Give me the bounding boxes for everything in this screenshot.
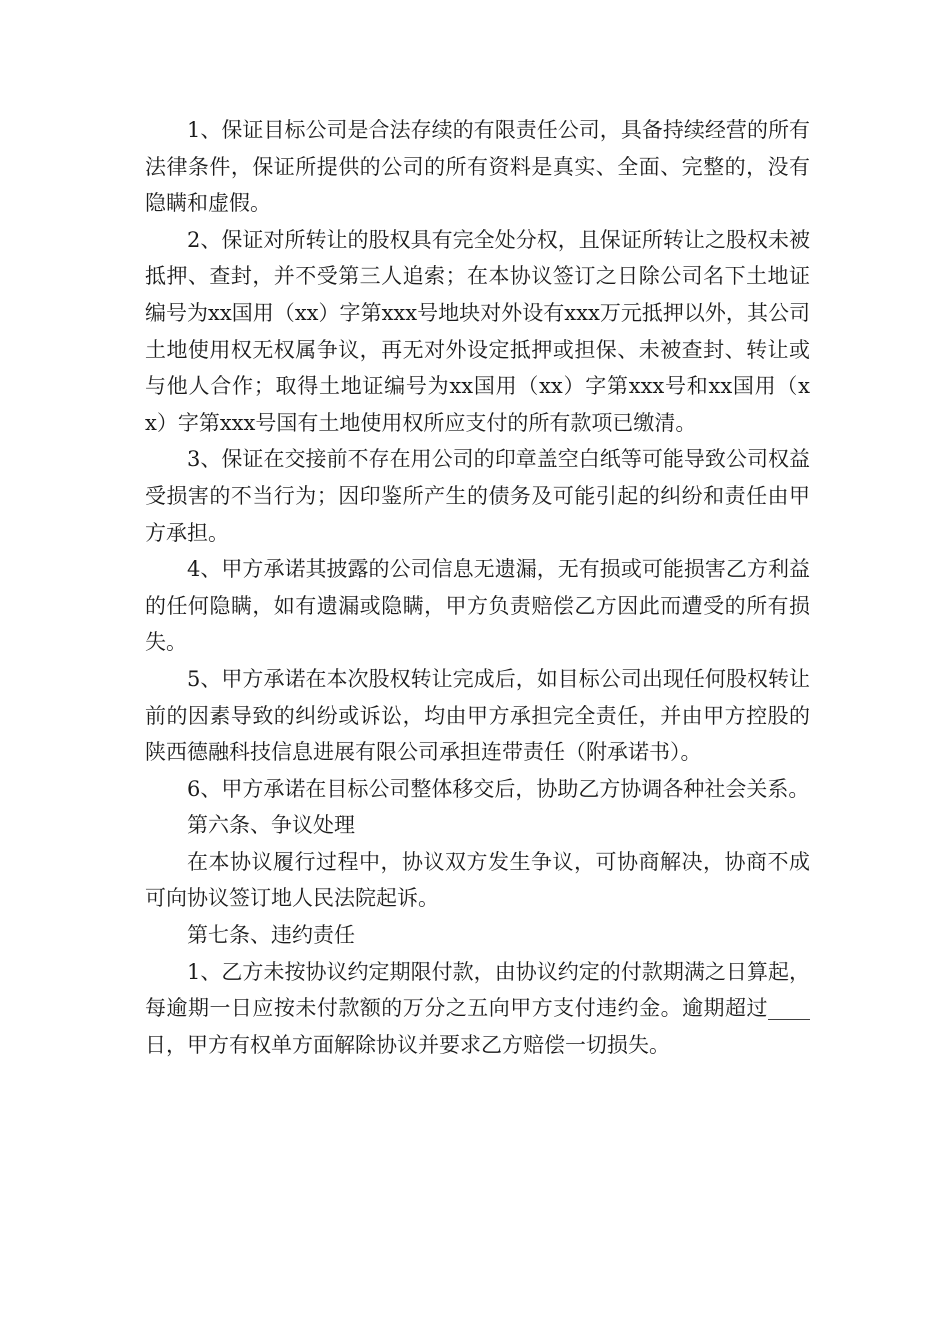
dispute-resolution-paragraph: 在本协议履行过程中，协议双方发生争议，可协商解决，协商不成可向协议签订地人民法院起诉。 (145, 849, 810, 911)
document-body (145, 112, 810, 1063)
article-6-heading: 第六条、争议处理 (187, 813, 355, 838)
article-7-heading: 第七条、违约责任 (187, 923, 355, 948)
clause-3-paragraph: 3、保证在交接前不存在用公司的印章盖空白纸等可能导致公司权益受损害的不当行为；因印鉴所产生的债务及可能引起的纠纷和责任由甲方承担。 (145, 447, 810, 545)
breach-clause-1-paragraph: 1、乙方未按协议约定期限付款，由协议约定的付款期满之日算起，每逾期一日应按未付款额的万分之五向甲方支付违约金。逾期超过____日，甲方有权单方面解除协议并要求乙方赔偿一切损失。 (145, 959, 810, 1057)
clause-4-paragraph: 4、甲方承诺其披露的公司信息无遗漏，无有损或可能损害乙方利益的任何隐瞒，如有遗漏或隐瞒，甲方负责赔偿乙方因此而遭受的所有损失。 (145, 557, 810, 655)
clause-1-paragraph: 1、保证目标公司是合法存续的有限责任公司，具备持续经营的所有法律条件，保证所提供的公司的所有资料是真实、全面、完整的，没有隐瞒和虚假。 (145, 118, 810, 216)
clause-2-paragraph: 2、保证对所转让的股权具有完全处分权，且保证所转让之股权未被抵押、查封，并不受第三人追索；在本协议签订之日除公司名下土地证编号为xx国用（xx）字第xxx号地块对外设有xxx万元抵押以外，其公司土地使用权无权属争议，再无对外设定抵押或担保、未被查封、转让或与他人合作；取得土地证编号为xx国用（xx）字第xxx号和xx国用（xx）字第xxx号国有土地使用权所应支付的所有款项已缴清。 (145, 227, 810, 435)
clause-5-paragraph: 5、甲方承诺在本次股权转让完成后，如目标公司出现任何股权转让前的因素导致的纠纷或诉讼，均由甲方承担完全责任，并由甲方控股的陕西德融科技信息进展有限公司承担连带责任（附承诺书）。 (145, 666, 810, 765)
clause-6-paragraph: 6、甲方承诺在目标公司整体移交后，协助乙方协调各种社会关系。 (187, 776, 810, 801)
